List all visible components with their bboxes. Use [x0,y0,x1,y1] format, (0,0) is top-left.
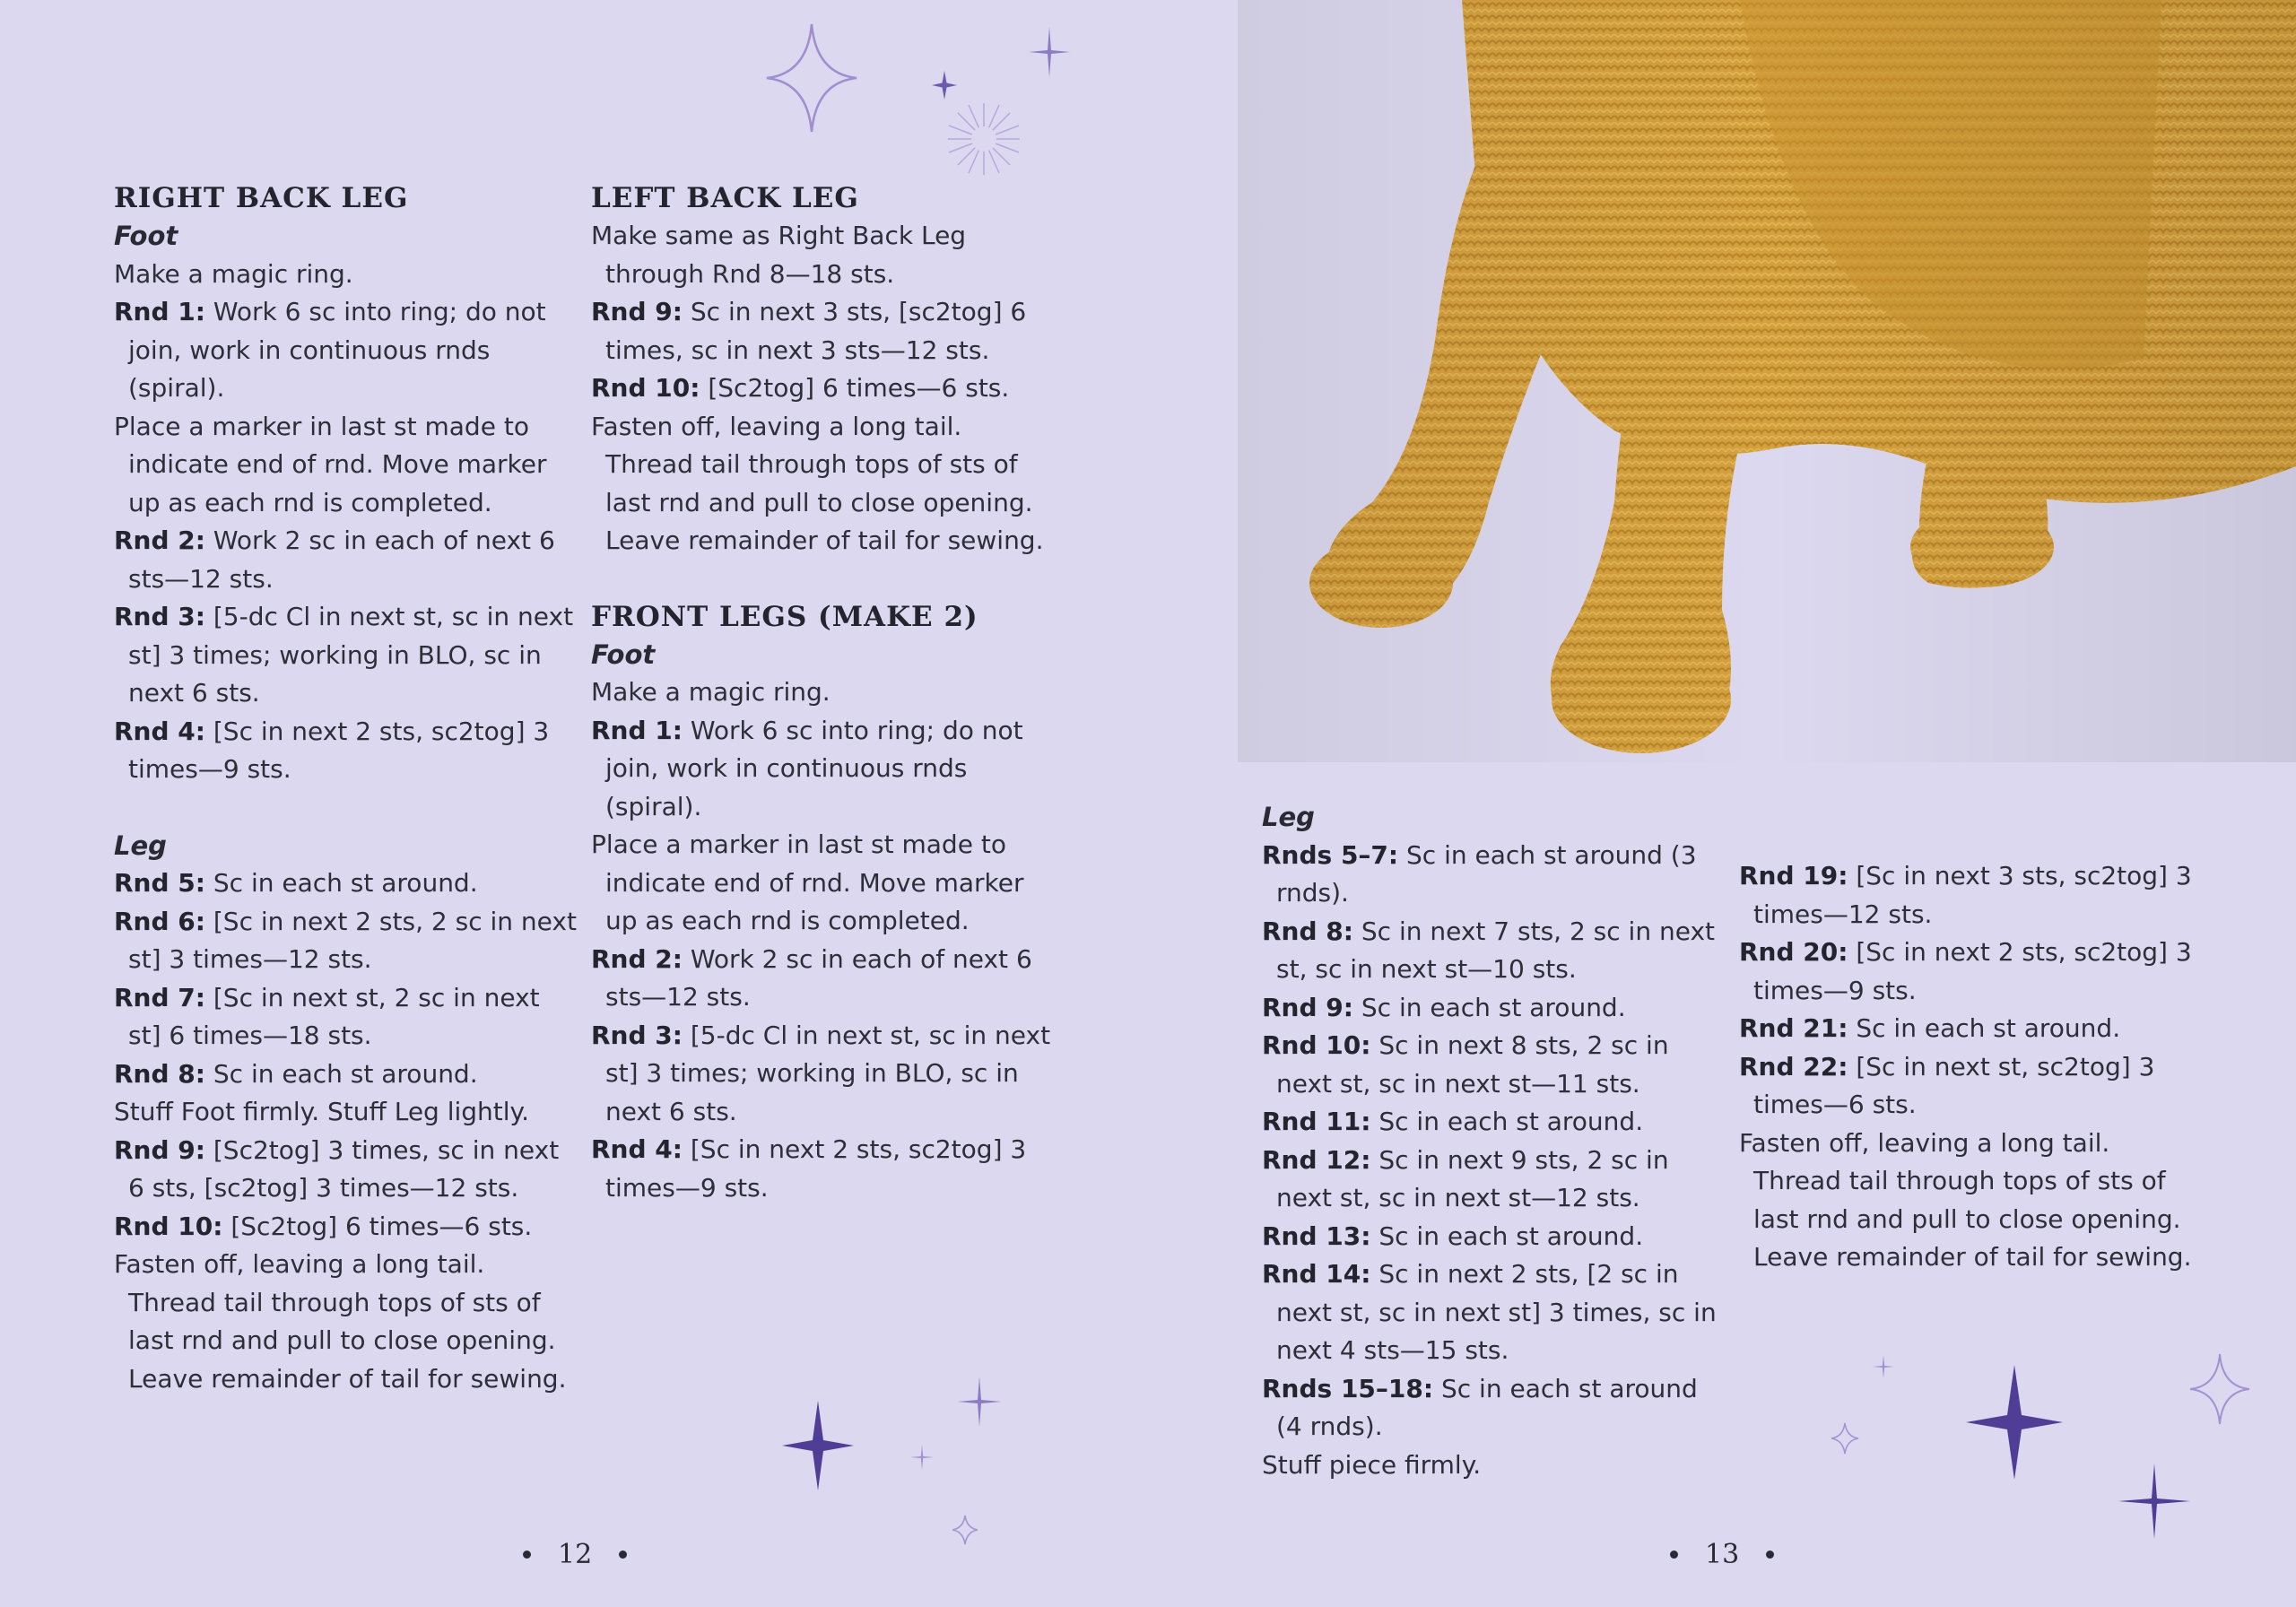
instruction-line [1262,1103,1728,1142]
instruction-line [114,522,580,598]
round-label: Rnd 11: [1262,1107,1371,1136]
instruction-text: Sc in next 9 sts, 2 sc in next st, sc in next st—12 sts. [1276,1144,1669,1212]
instruction-line [1739,1010,2205,1048]
sparkle-outline-small-icon [1830,1421,1860,1455]
instruction-text: [Sc in next st, 2 sc in next st] 6 times—18 sts. [128,982,540,1050]
instruction-line [591,369,1057,408]
instruction-text: Sc in each st around. [204,1058,478,1089]
instruction-line [1262,989,1728,1028]
round-label: Rnd 20: [1739,937,1848,967]
sparkle-dark-large-icon [1964,1363,2065,1481]
front-foot-subheading: Foot [591,638,656,670]
right-page [1148,0,2296,1607]
instruction-line [114,1132,580,1208]
round-label: Rnd 9: [591,297,683,326]
round-label: Rnd 4: [591,1134,683,1164]
leg-instructions-right-a [1262,837,1728,1485]
instruction-text: Make a magic ring. [114,258,353,289]
instruction-text: Stuff piece firmly. [1262,1449,1482,1480]
foot-instructions [114,256,580,789]
instruction-text: [Sc in next st, sc2tog] 3 times—6 sts. [1753,1051,2155,1119]
instruction-text: Sc in each st around. [1352,992,1626,1022]
sparkle-dark-icon [2117,1462,2192,1541]
instruction-text: Work 2 sc in each of next 6 sts—12 sts. [605,943,1032,1012]
sparkle-outline-icon [2188,1352,2251,1426]
instruction-text: Sc in next 7 sts, 2 sc in next st, sc in next st—10 sts. [1276,916,1716,984]
bullet-icon [523,1551,531,1559]
round-label: Rnd 3: [114,602,205,631]
instruction-text: [Sc in next 2 sts, sc2tog] 3 times—9 sts. [1753,937,2192,1005]
round-label: Rnd 3: [591,1020,683,1050]
round-label: Rnd 8: [114,1058,205,1089]
leg-instructions [114,864,580,1398]
front-legs-heading: FRONT LEGS (MAKE 2) [591,600,978,633]
round-label: Rnd 8: [1262,916,1353,946]
instruction-line [114,1093,580,1132]
round-label: Rnd 2: [114,526,205,555]
round-label: Rnd 4: [114,716,205,746]
instruction-text: [Sc2tog] 6 times—6 sts. [222,1211,533,1241]
round-label: Rnds 5–7: [1262,839,1399,870]
column-4 [1739,857,2205,1277]
instruction-text: Fasten off, leaving a long tail. Thread tail through tops of sts of last rnd and pull to close opening. Leave remainder of tail for sewing. [591,411,1044,555]
instruction-line [1739,1048,2205,1125]
instruction-text: [Sc in next 2 sts, 2 sc in next st] 3 times—12 sts. [128,906,577,974]
instruction-line [114,864,580,903]
round-label: Rnd 10: [1262,1030,1371,1060]
instruction-line [591,712,1057,827]
sparkle-cross-icon [1027,25,1072,79]
instruction-line [591,293,1057,369]
instruction-line [114,408,580,523]
instruction-line [114,979,580,1055]
instruction-line [114,598,580,713]
bullet-icon [1766,1551,1774,1559]
instruction-text: Sc in each st around. [204,868,478,898]
instruction-text: Work 2 sc in each of next 6 sts—12 sts. [128,526,555,594]
round-label: Rnd 5: [114,868,205,898]
front-legs-instructions [591,673,1057,1207]
sparkle-small-icon [909,1444,935,1471]
instruction-line [591,673,1057,712]
instruction-line [591,1131,1057,1207]
sparkle-outline-small-icon [951,1514,979,1546]
round-label: Rnds 15–18: [1262,1373,1434,1403]
instruction-line [1739,1125,2205,1277]
round-label: Rnd 10: [591,373,700,403]
instruction-line [1262,1370,1728,1446]
instruction-text: Sc in each st around (4 rnds). [1276,1373,1698,1441]
round-label: Rnd 14: [1262,1259,1371,1289]
instruction-line [1262,837,1728,913]
instruction-line [114,1208,580,1247]
right-back-leg-section [114,179,580,1398]
foot-subheading: Foot [114,221,178,251]
instruction-text: [5-dc Cl in next st, sc in next st] 3 times; working in BLO, sc in next 6 sts. [128,602,574,708]
instruction-line [114,293,580,408]
instruction-line [114,1055,580,1094]
column-3 [1262,798,1728,1484]
page-number-right [1670,1539,1774,1570]
instruction-text: [Sc2tog] 6 times—6 sts. [700,373,1010,403]
leg-subheading-right: Leg [1262,802,1315,832]
column-1 [114,179,580,1436]
instruction-line [1739,934,2205,1010]
round-label: Rnd 10: [114,1211,223,1241]
instruction-line [114,1246,580,1398]
sparkle-outline-icon [762,20,861,136]
round-label: Rnd 12: [1262,1144,1371,1175]
instruction-line [1262,1218,1728,1256]
instruction-text: Place a marker in last st made to indicate end of rnd. Move marker up as each rnd is completed. [114,411,547,517]
instruction-text: [5-dc Cl in next st, sc in next st] 3 times; working in BLO, sc in next 6 sts. [605,1020,1051,1126]
instruction-text: Work 6 sc into ring; do not join, work in continuous rnds (spiral). [128,297,546,403]
instruction-text: Place a marker in last st made to indicate end of rnd. Move marker up as each rnd is completed. [591,830,1024,935]
instruction-text: [Sc2tog] 3 times, sc in next 6 sts, [sc2tog] 3 times—12 sts. [128,1134,560,1203]
round-label: Rnd 21: [1739,1013,1848,1043]
instruction-text: [Sc in next 2 sts, sc2tog] 3 times—9 sts. [605,1134,1027,1203]
instruction-text: Make a magic ring. [591,677,831,707]
column-2 [591,179,1057,1245]
instruction-text: [Sc in next 2 sts, sc2tog] 3 times—9 sts. [128,716,550,784]
instruction-text: Stuff Foot firmly. Stuff Leg lightly. [114,1097,530,1126]
instruction-line [1262,1255,1728,1370]
instruction-line [591,941,1057,1017]
instruction-text: Sc in next 8 sts, 2 sc in next st, sc in next st—11 sts. [1276,1030,1669,1099]
front-legs-section [591,598,1057,1208]
instruction-text: Sc in each st around (3 rnds). [1276,839,1697,908]
instruction-line [114,713,580,789]
instruction-line [1739,857,2205,934]
instruction-text: Fasten off, leaving a long tail. Thread tail through tops of sts of last rnd and pull to close opening. Leave remainder of tail for sewing. [114,1249,567,1394]
round-label: Rnd 22: [1739,1051,1848,1081]
instruction-line [1262,913,1728,989]
round-label: Rnd 9: [1262,992,1353,1022]
instruction-text: Sc in next 3 sts, [sc2tog] 6 times, sc in next 3 sts—12 sts. [605,297,1027,365]
page-number-text: 13 [1705,1539,1740,1570]
page-number-left [523,1539,627,1570]
instruction-line [591,1017,1057,1132]
round-label: Rnd 9: [114,1134,205,1165]
sparkle-small-icon [931,70,958,100]
left-back-leg-section [591,179,1057,560]
leg-instructions-right-b [1739,857,2205,1277]
round-label: Rnd 6: [114,906,205,936]
round-label: Rnd 1: [114,297,205,326]
instruction-text: Sc in next 2 sts, [2 sc in next st, sc in next st] 3 times, sc in next 4 sts—15 sts. [1276,1259,1717,1365]
crochet-leg-photo [1238,0,2296,762]
instruction-text: Make same as Right Back Leg through Rnd 8—18 sts. [591,221,967,289]
sparkle-cross-icon [956,1375,1003,1429]
sparkle-small-icon [1872,1354,1895,1379]
page-number-text: 12 [558,1539,593,1570]
instruction-text: Sc in each st around. [1370,1107,1644,1136]
instruction-line [591,217,1057,293]
instruction-line [114,256,580,294]
sparkle-burst-icon [942,99,1027,179]
instruction-text: [Sc in next 3 sts, sc2tog] 3 times—12 sts. [1753,861,2192,929]
left-back-leg-instructions [591,217,1057,560]
instruction-line [1262,1142,1728,1218]
instruction-text: Fasten off, leaving a long tail. Thread tail through tops of sts of last rnd and pull to close opening. Leave remainder of tail for sewing. [1739,1127,2192,1272]
instruction-line [591,408,1057,560]
bullet-icon [1670,1551,1678,1559]
sparkle-dark-icon [780,1399,856,1492]
instruction-text: Sc in each st around. [1370,1220,1644,1251]
round-label: Rnd 7: [114,982,205,1012]
round-label: Rnd 2: [591,943,683,974]
leg-subheading: Leg [114,830,167,861]
instruction-line [1262,1446,1728,1485]
round-label: Rnd 19: [1739,861,1848,890]
instruction-text: Sc in each st around. [1848,1013,2121,1043]
instruction-line [591,826,1057,941]
round-label: Rnd 13: [1262,1220,1371,1251]
crochet-dragon-legs-image [1238,0,2296,762]
round-label: Rnd 1: [591,715,683,745]
instruction-text: Work 6 sc into ring; do not join, work in continuous rnds (spiral). [605,715,1023,821]
bullet-icon [619,1551,627,1559]
left-back-leg-heading: LEFT BACK LEG [591,182,859,214]
instruction-line [1262,1027,1728,1103]
right-back-leg-heading: RIGHT BACK LEG [114,182,409,214]
instruction-line [114,903,580,979]
